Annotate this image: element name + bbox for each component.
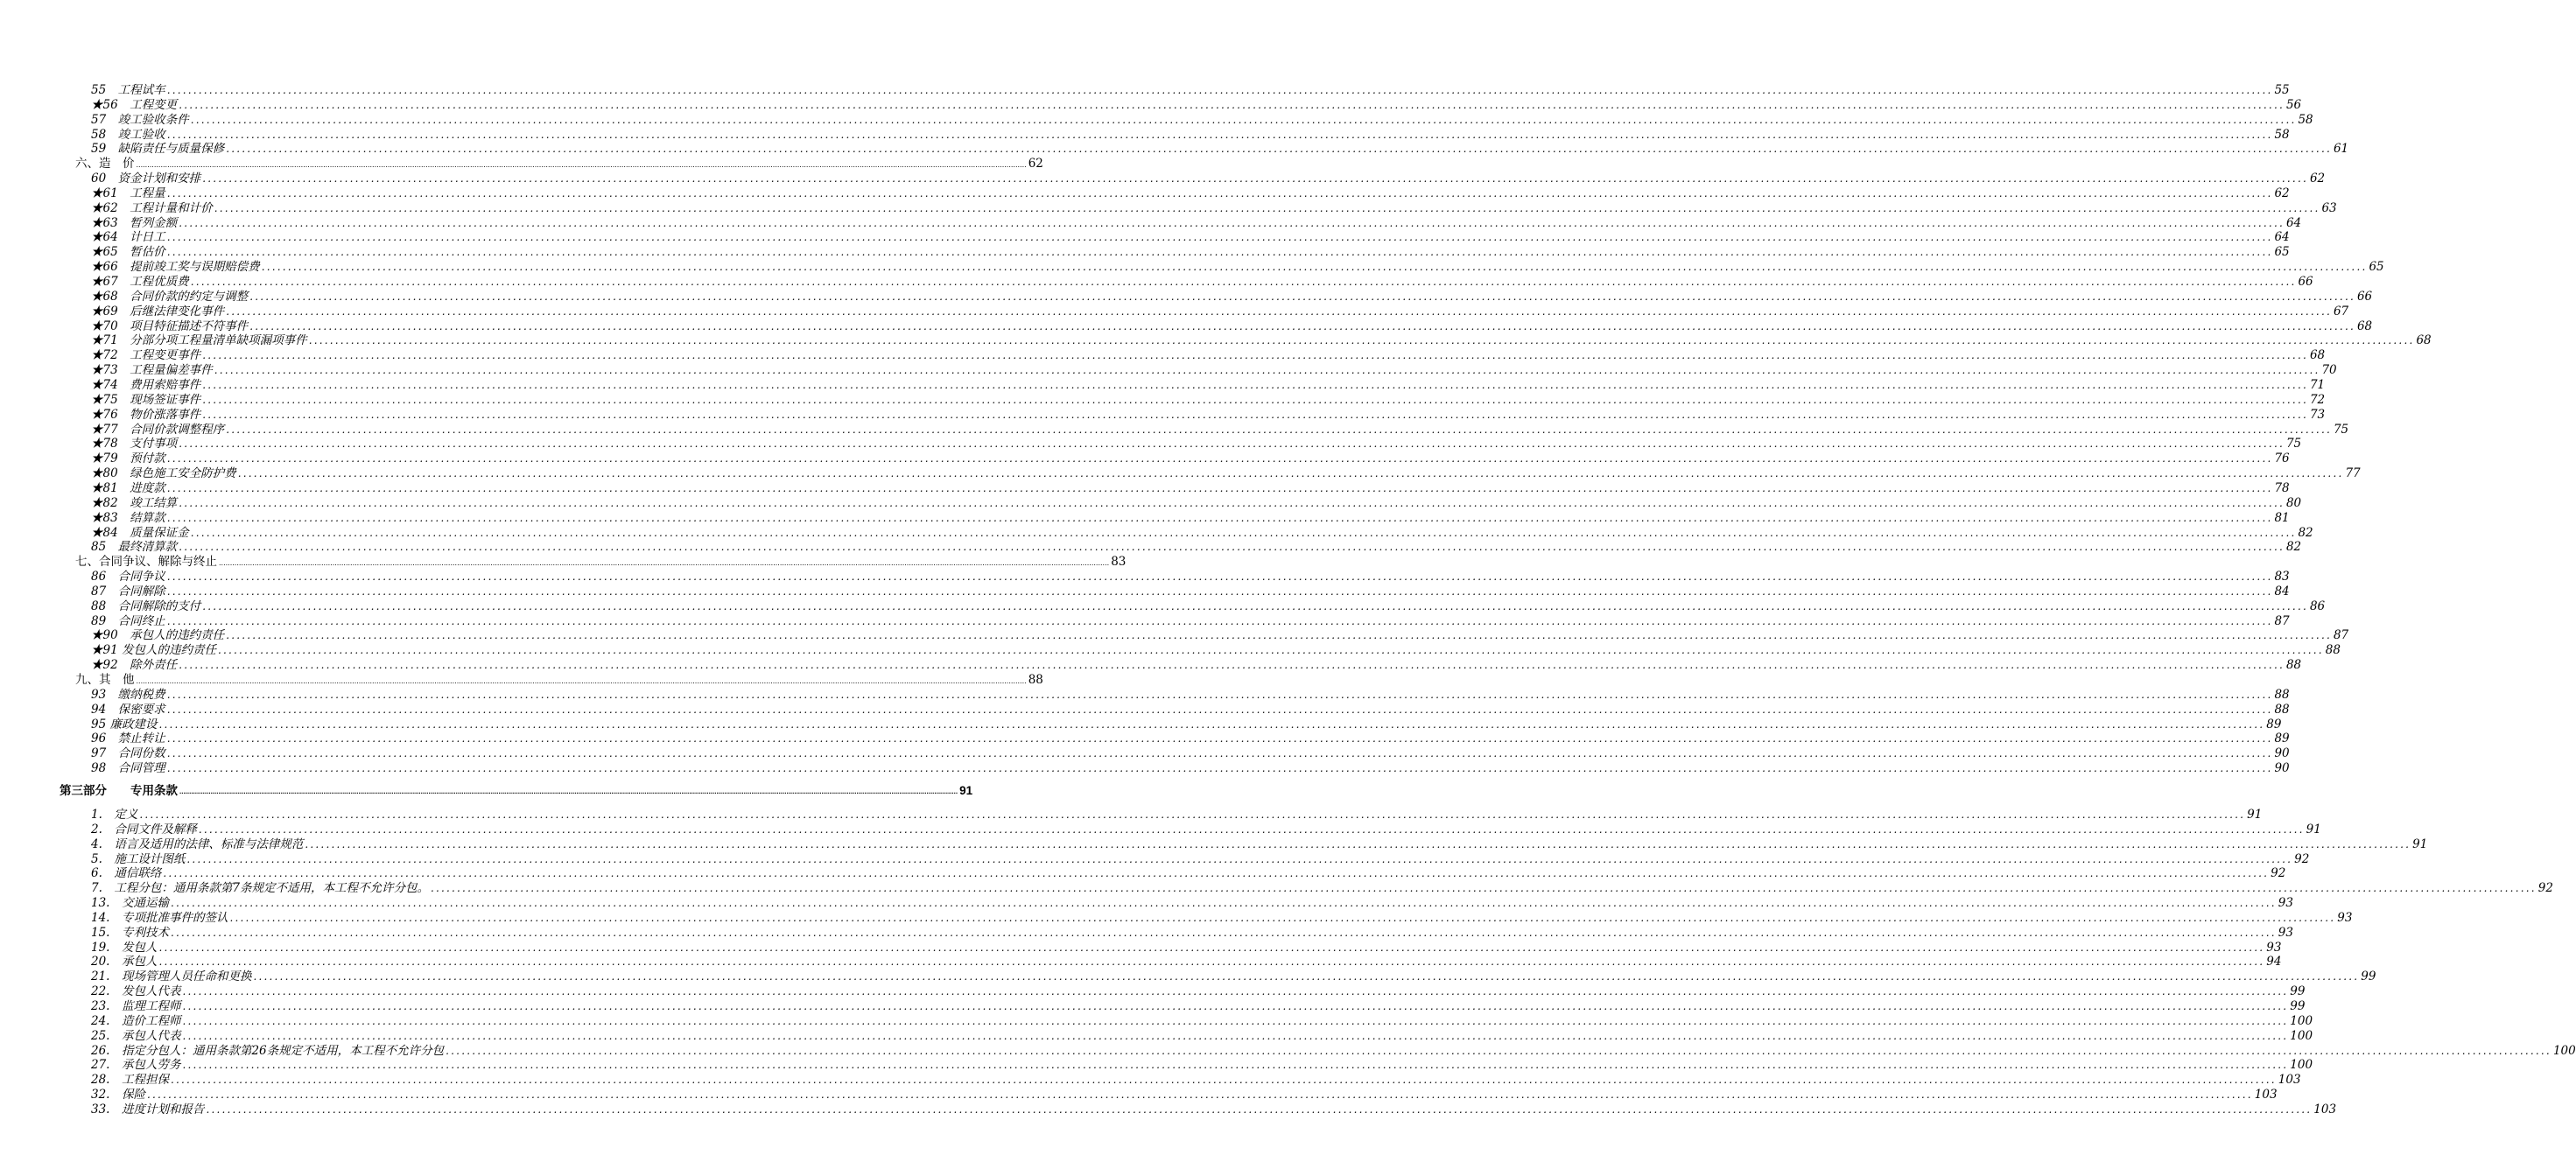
toc-label: 89 合同终止 bbox=[91, 614, 165, 628]
toc-section[interactable] bbox=[75, 157, 1043, 172]
toc-entry[interactable] bbox=[91, 142, 2349, 157]
toc-page-number: 86 bbox=[2309, 599, 2326, 613]
toc-label: ★81 进度款 bbox=[91, 481, 165, 495]
toc-page-number: 63 bbox=[2321, 201, 2337, 215]
toc-page-number: 81 bbox=[2274, 511, 2290, 525]
toc-entry[interactable] bbox=[91, 718, 2282, 732]
toc-label: 60 资金计划和安排 bbox=[91, 172, 201, 186]
dot-leader: ................................................................................................................................................................................................................................................................................................................................................................................................................ bbox=[214, 202, 2320, 214]
toc-entry[interactable] bbox=[91, 363, 2337, 378]
toc-page-number: 90 bbox=[2274, 746, 2290, 760]
toc-entry[interactable] bbox=[91, 999, 2306, 1014]
dot-leader: ................................................................................................................................................................................................................................................................................................................................................................................................................ bbox=[182, 1015, 2289, 1027]
toc-page-number: 68 bbox=[2416, 333, 2432, 347]
toc-page-number: 92 bbox=[2537, 881, 2553, 895]
toc-label: ★78 支付事项 bbox=[91, 437, 178, 451]
toc-label: 87 合同解除 bbox=[91, 584, 165, 598]
toc-section[interactable] bbox=[75, 673, 1043, 688]
toc-page-number: 103 bbox=[2278, 1073, 2301, 1087]
dot-leader: ................................................................................................................................................................................................................................................................................................................................................................................................................ bbox=[202, 349, 2308, 361]
toc-label: 85 最终清算款 bbox=[91, 540, 178, 554]
toc-page-number: 82 bbox=[2285, 540, 2302, 554]
toc-page-number: 91 bbox=[959, 784, 973, 797]
toc-page-number: 103 bbox=[2254, 1088, 2278, 1102]
toc-entry[interactable] bbox=[91, 481, 2290, 496]
dot-leader: ................................................................................................................................................................................................................................................................................................................................................................................................................ bbox=[182, 1000, 2289, 1012]
toc-label: 58 竣工验收 bbox=[91, 128, 165, 142]
toc-entry[interactable] bbox=[91, 584, 2290, 599]
toc-label: 57 竣工验收条件 bbox=[91, 113, 189, 127]
toc-page-number: 83 bbox=[2274, 570, 2290, 584]
toc-entry[interactable] bbox=[91, 98, 2302, 113]
toc-page-number: 88 bbox=[2285, 658, 2302, 672]
toc-label: ★72 工程变更事件 bbox=[91, 348, 201, 362]
toc-entry[interactable] bbox=[91, 1014, 2313, 1029]
dot-leader: ................................................................................................................................................................................................................................................................................................................................................................................................................ bbox=[186, 853, 2293, 865]
toc-label: 1. 定义 bbox=[91, 808, 138, 822]
toc-entry[interactable] bbox=[91, 230, 2290, 245]
toc-label: 32. 保险 bbox=[91, 1088, 145, 1102]
dot-leader: ................................................................................................................................................................................................................................................................................................................................................................................................................ bbox=[182, 1030, 2289, 1042]
toc-entry[interactable] bbox=[91, 570, 2290, 584]
dot-leader: ................................................................................................................................................................................................................................................................................................................................................................................................................ bbox=[158, 956, 2265, 968]
dot-leader: ................................................................................................................................................................................................................................................................................................................................................................................................................ bbox=[166, 452, 2273, 465]
toc-entry[interactable] bbox=[91, 866, 2286, 881]
toc-page-number: 67 bbox=[2333, 304, 2349, 318]
toc-label: ★74 费用索赔事件 bbox=[91, 378, 201, 392]
toc-page-number: 99 bbox=[2290, 984, 2306, 998]
toc-label: ★68 合同价款的约定与调整 bbox=[91, 290, 249, 304]
toc-page-number: 90 bbox=[2274, 761, 2290, 775]
dot-leader: ................................................................................................................................................................................................................................................................................................................................................................................................................ bbox=[166, 570, 2273, 583]
toc-label: ★73 工程量偏差事件 bbox=[91, 363, 213, 377]
toc-page-number: 66 bbox=[2356, 290, 2373, 304]
dot-leader: ................................................................................................................................................................................................................................................................................................................................................................................................................ bbox=[166, 732, 2273, 745]
toc-page-number: 93 bbox=[2278, 926, 2293, 940]
toc-label: 21. 现场管理人员任命和更换 bbox=[91, 970, 252, 984]
toc-entry[interactable] bbox=[91, 526, 2313, 541]
toc-label: 94 保密要求 bbox=[91, 703, 165, 717]
dot-leader: ................................................................................................................................................................................................................................................................................................................................................................................................................ bbox=[206, 1103, 2313, 1116]
toc-label: ★77 合同价款调整程序 bbox=[91, 423, 225, 437]
toc-label: 19. 发包人 bbox=[91, 941, 158, 955]
toc-label: ★83 结算款 bbox=[91, 511, 165, 525]
toc-entry[interactable] bbox=[91, 837, 2428, 852]
toc-label: 5. 施工设计图纸 bbox=[91, 852, 186, 866]
dot-leader: ................................................................................................................................................................................................................................................................................................................................................................................................................ bbox=[261, 261, 2368, 273]
toc-entry[interactable] bbox=[91, 319, 2373, 334]
toc-label: ★61 工程量 bbox=[91, 186, 165, 200]
dot-leader: ................................................................................................................................................................................................................................................................................................................................................................................................................ bbox=[170, 1074, 2277, 1086]
toc-label: ★63 暂列金额 bbox=[91, 216, 178, 230]
dot-leader: ................................................................................................................................................................................................................................................................................................................................................................................................................ bbox=[166, 747, 2273, 760]
toc-page-number: 78 bbox=[2274, 481, 2290, 495]
dot-leader: ................................................................................................................................................................................................................................................................................................................................................................................................................ bbox=[226, 305, 2332, 318]
toc-entry[interactable] bbox=[91, 643, 2341, 658]
toc-page-number: 89 bbox=[2274, 732, 2290, 746]
toc-label: ★67 工程优质费 bbox=[91, 275, 189, 289]
dot-leader: ................................................................................................................................................................................................................................................................................................................................................................................................................ bbox=[179, 497, 2285, 509]
dot-leader: ................................................................................................................................................................................................................................................................................................................................................................................................................ bbox=[170, 927, 2277, 939]
toc-section[interactable] bbox=[75, 555, 1127, 570]
toc-entry[interactable] bbox=[91, 496, 2302, 511]
toc-entry[interactable] bbox=[91, 275, 2313, 290]
dot-leader: ................................................................................................................................................................................................................................................................................................................................................................................................................ bbox=[166, 689, 2273, 701]
toc-label: 93 缴纳税费 bbox=[91, 688, 165, 702]
toc-label: 55 工程试车 bbox=[91, 83, 165, 97]
toc-label: 4. 语言及适用的法律、标准与法律规范 bbox=[91, 837, 304, 851]
toc-entry[interactable] bbox=[91, 761, 2290, 776]
dot-leader: ................................................................................................................................................................................................................................................................................................................................................................................................................ bbox=[202, 409, 2308, 421]
toc-page-number: 92 bbox=[2271, 866, 2286, 880]
toc-page-number: 84 bbox=[2274, 584, 2290, 598]
dot-leader: ................................................................................................................................................................................................................................................................................................................................................................................................................ bbox=[166, 231, 2273, 243]
toc-label: 33. 进度计划和报告 bbox=[91, 1102, 205, 1116]
toc-entry[interactable] bbox=[91, 333, 2432, 348]
toc-label: ★84 质量保证金 bbox=[91, 526, 189, 540]
toc-page-number: 73 bbox=[2309, 408, 2326, 422]
toc-label: 98 合同管理 bbox=[91, 761, 165, 775]
toc-label: 95 廉政建设 bbox=[91, 718, 158, 732]
toc-entry[interactable] bbox=[91, 703, 2290, 718]
toc-label: 26. 指定分包人：通用条款第26条规定不适用，本工程不允许分包 bbox=[91, 1044, 445, 1058]
toc-page-number: 64 bbox=[2274, 230, 2290, 244]
toc-entry[interactable] bbox=[91, 955, 2282, 970]
toc-entry[interactable] bbox=[91, 201, 2337, 216]
dot-leader: ................................................................................................................................................................................................................................................................................................................................................................................................................ bbox=[249, 290, 2355, 303]
dot-leader: ................................................................................................................................................................................................................................................................................................................................................................................................................ bbox=[202, 600, 2308, 612]
toc-page-number: 72 bbox=[2309, 393, 2326, 407]
toc-page-number: 65 bbox=[2274, 245, 2290, 259]
dot-leader: ................................................................................................................................................................................................................................................................................................................................................................................................................ bbox=[202, 172, 2308, 185]
dot-leader: ................................................................................................................................................................................................................................................................................................................................................................................................................ bbox=[190, 114, 2297, 126]
toc-entry[interactable] bbox=[91, 260, 2384, 275]
toc-label: 22. 发包人代表 bbox=[91, 984, 181, 998]
toc-entry[interactable] bbox=[91, 599, 2326, 614]
toc-entry[interactable] bbox=[91, 466, 2361, 481]
dot-leader: ................................................................................................................................................................................................................................................................................................................................................................................................................ bbox=[182, 985, 2289, 998]
dot-leader: ................................................................................................................................................................................................................................................................................................................................................................................................................ bbox=[202, 394, 2308, 406]
toc-page-number: 103 bbox=[2313, 1102, 2337, 1116]
toc-entry[interactable] bbox=[91, 941, 2282, 956]
dot-leader: ................................................................................................................................................................................................................................................................................................................................................................................................................ bbox=[202, 379, 2308, 391]
toc-entry[interactable] bbox=[91, 628, 2349, 643]
toc-page-number: 64 bbox=[2285, 216, 2302, 230]
dot-leader: ................................................................................................................................................................................................................................................................................................................................................................................................................ bbox=[170, 897, 2277, 909]
toc-page-number: 93 bbox=[2337, 911, 2353, 925]
toc-page-number: 80 bbox=[2285, 496, 2302, 510]
toc-page-number: 71 bbox=[2309, 378, 2326, 392]
dot-leader: ................................................................................................................................................................................................................................................................................................................................................................................................................ bbox=[166, 615, 2273, 627]
toc-entry[interactable] bbox=[91, 423, 2349, 438]
toc-label: ★69 后继法律变化事件 bbox=[91, 304, 225, 318]
toc-page-number: 66 bbox=[2298, 275, 2313, 289]
toc-label: ★90 承包人的违约责任 bbox=[91, 628, 225, 642]
toc-label: ★65 暂估价 bbox=[91, 245, 165, 259]
toc-entry[interactable] bbox=[91, 911, 2353, 926]
dot-leader: ................................................................................................................................................................................................................................................................................................................................................................................................................ bbox=[190, 527, 2297, 539]
dot-leader: ................................................................................................................................................................................................................................................................................................................................................................................................................ bbox=[158, 942, 2265, 954]
dot-leader: ................................................................................................................................................................................................................................................................................................................................................................................................................ bbox=[166, 585, 2273, 598]
toc-label: 15. 专利技术 bbox=[91, 926, 169, 940]
dot-leader: ................................................................................................................................................................................................................................................................................................................................................................................................................ bbox=[182, 1059, 2289, 1071]
toc-label: 23. 监理工程师 bbox=[91, 999, 181, 1013]
toc-entry[interactable] bbox=[91, 1102, 2337, 1117]
toc-entry[interactable] bbox=[91, 378, 2326, 393]
toc-page-number: 65 bbox=[2369, 260, 2384, 274]
toc-label: ★92 除外责任 bbox=[91, 658, 178, 672]
dot-leader: ................................................................................................................................................................................................................................................................................................................................................................................................................ bbox=[179, 788, 958, 795]
toc-entry[interactable] bbox=[91, 896, 2293, 911]
dot-leader: ................................................................................................................................................................................................................................................................................................................................................................................................................ bbox=[166, 187, 2273, 200]
toc-page-number: 62 bbox=[1028, 157, 1043, 171]
toc-label: 6. 通信联络 bbox=[91, 866, 162, 880]
dot-leader: ................................................................................................................................................................................................................................................................................................................................................................................................................ bbox=[163, 867, 2270, 879]
toc-entry[interactable] bbox=[91, 304, 2349, 319]
toc-page-number: 91 bbox=[2247, 808, 2263, 822]
toc-page-number: 88 bbox=[1028, 673, 1043, 687]
toc-label: 7. 工程分包：通用条款第7条规定不适用，本工程不允许分包。 bbox=[91, 881, 429, 895]
toc-page-number: 93 bbox=[2278, 896, 2293, 910]
toc-page-number: 56 bbox=[2285, 98, 2302, 112]
toc-label: 2. 合同文件及解释 bbox=[91, 822, 197, 836]
toc-page-number: 68 bbox=[2309, 348, 2326, 362]
toc-entry[interactable] bbox=[91, 83, 2290, 98]
toc-entry[interactable] bbox=[91, 1029, 2313, 1044]
toc-entry[interactable] bbox=[91, 245, 2290, 260]
toc-page-number: 87 bbox=[2274, 614, 2290, 628]
toc-label: 13. 交通运输 bbox=[91, 896, 169, 910]
toc-page-number: 70 bbox=[2321, 363, 2337, 377]
toc-entry[interactable] bbox=[91, 186, 2290, 201]
dot-leader: ................................................................................................................................................................................................................................................................................................................................................................................................................ bbox=[166, 762, 2273, 774]
dot-leader: ................................................................................................................................................................................................................................................................................................................................................................................................................ bbox=[430, 882, 2537, 894]
toc-entry[interactable] bbox=[91, 452, 2290, 466]
toc-page-number: 61 bbox=[2333, 142, 2349, 156]
toc-page-number: 99 bbox=[2361, 970, 2376, 984]
toc-label: 59 缺陷责任与质量保修 bbox=[91, 142, 225, 156]
toc-entry[interactable] bbox=[91, 172, 2326, 186]
toc-page-number: 58 bbox=[2274, 128, 2290, 142]
toc-label: ★71 分部分项工程量清单缺项漏项事件 bbox=[91, 333, 307, 347]
toc-label: ★75 现场签证事件 bbox=[91, 393, 201, 407]
toc-page-number: 68 bbox=[2356, 319, 2373, 333]
toc-label: ★66 提前竣工奖与误期赔偿费 bbox=[91, 260, 260, 274]
toc-label: 96 禁止转让 bbox=[91, 732, 165, 746]
dot-leader: ................................................................................................................................................................................................................................................................................................................................................................................................................ bbox=[139, 808, 2246, 821]
dot-leader: ................................................................................................................................................................................................................................................................................................................................................................................................................ bbox=[214, 364, 2320, 376]
dot-leader: ................................................................................................................................................................................................................................................................................................................................................................................................................ bbox=[158, 718, 2265, 731]
toc-page-number: 62 bbox=[2309, 172, 2326, 186]
toc-page-number: 100 bbox=[2290, 1014, 2313, 1028]
toc-page-number: 92 bbox=[2294, 852, 2310, 866]
toc-page-number: 75 bbox=[2333, 423, 2349, 437]
dot-leader: ................................................................................................................................................................................................................................................................................................................................................................................................................ bbox=[166, 129, 2273, 141]
toc-entry[interactable] bbox=[91, 614, 2290, 629]
dot-leader: ................................................................................................................................................................................................................................................................................................................................................................................................................ bbox=[179, 541, 2285, 553]
toc-page-number: 87 bbox=[2333, 628, 2349, 642]
toc-entry[interactable] bbox=[91, 970, 2376, 984]
toc-entry[interactable] bbox=[91, 540, 2302, 555]
toc-entry[interactable] bbox=[91, 1073, 2301, 1088]
toc-page-number: 83 bbox=[1111, 555, 1127, 569]
toc-label: ★70 项目特征描述不符事件 bbox=[91, 319, 249, 333]
toc-entry[interactable] bbox=[91, 393, 2326, 408]
toc-label: 86 合同争议 bbox=[91, 570, 165, 584]
toc-label: 第三部分 专用条款 bbox=[60, 784, 178, 797]
toc-page-number: 76 bbox=[2274, 452, 2290, 466]
dot-leader: ................................................................................................................................................................................................................................................................................................................................................................................................................ bbox=[190, 276, 2297, 288]
toc-entry[interactable] bbox=[91, 1044, 2576, 1059]
toc-page-number: 91 bbox=[2412, 837, 2428, 851]
toc-label: 24. 造价工程师 bbox=[91, 1014, 181, 1028]
toc-entry[interactable] bbox=[91, 348, 2326, 363]
toc-label: ★56 工程变更 bbox=[91, 98, 178, 112]
toc-page-number: 58 bbox=[2298, 113, 2313, 127]
toc-label: 25. 承包人代表 bbox=[91, 1029, 181, 1043]
toc-entry[interactable] bbox=[91, 113, 2313, 128]
dot-leader: ................................................................................................................................................................................................................................................................................................................................................................................................................ bbox=[219, 559, 1110, 567]
toc-page-number: 100 bbox=[2552, 1044, 2576, 1058]
toc-label: 97 合同份数 bbox=[91, 746, 165, 760]
toc-page-number: 88 bbox=[2274, 688, 2290, 702]
toc-label: ★80 绿色施工安全防护费 bbox=[91, 466, 236, 480]
dot-leader: ................................................................................................................................................................................................................................................................................................................................................................................................................ bbox=[136, 677, 1027, 685]
toc-entry[interactable] bbox=[91, 852, 2310, 867]
toc-page-number: 100 bbox=[2290, 1029, 2313, 1043]
toc-entry[interactable] bbox=[91, 926, 2293, 941]
dot-leader: ................................................................................................................................................................................................................................................................................................................................................................................................................ bbox=[146, 1088, 2253, 1101]
toc-entry[interactable] bbox=[91, 746, 2290, 761]
toc-page-number: 99 bbox=[2290, 999, 2306, 1013]
toc-label: 20. 承包人 bbox=[91, 955, 158, 969]
toc-page-number: 88 bbox=[2274, 703, 2290, 717]
toc-label: ★62 工程计量和计价 bbox=[91, 201, 213, 215]
toc-entry[interactable] bbox=[91, 1058, 2313, 1073]
toc-label: ★79 预付款 bbox=[91, 452, 165, 466]
dot-leader: ................................................................................................................................................................................................................................................................................................................................................................................................................ bbox=[136, 161, 1027, 169]
toc-entry[interactable] bbox=[91, 1088, 2278, 1102]
toc-label: 七、合同争议、解除与终止 bbox=[75, 555, 217, 569]
dot-leader: ................................................................................................................................................................................................................................................................................................................................................................................................................ bbox=[249, 320, 2355, 332]
toc-part-heading[interactable] bbox=[60, 783, 973, 798]
toc-entry[interactable] bbox=[91, 808, 2263, 822]
toc-label: ★64 计日工 bbox=[91, 230, 165, 244]
toc-label: 88 合同解除的支付 bbox=[91, 599, 201, 613]
dot-leader: ................................................................................................................................................................................................................................................................................................................................................................................................................ bbox=[226, 424, 2332, 436]
toc-entry[interactable] bbox=[91, 290, 2373, 304]
dot-leader: ................................................................................................................................................................................................................................................................................................................................................................................................................ bbox=[226, 143, 2332, 155]
toc-label: 九、其 他 bbox=[75, 673, 135, 687]
toc-entry[interactable] bbox=[91, 408, 2326, 423]
toc-label: ★76 物价涨落事件 bbox=[91, 408, 201, 422]
toc-page-number: 91 bbox=[2306, 822, 2321, 836]
dot-leader: ................................................................................................................................................................................................................................................................................................................................................................................................................ bbox=[305, 838, 2411, 850]
toc-label: ★82 竣工结算 bbox=[91, 496, 178, 510]
dot-leader: ................................................................................................................................................................................................................................................................................................................................................................................................................ bbox=[179, 659, 2285, 671]
toc-entry[interactable] bbox=[91, 881, 2553, 896]
dot-leader: ................................................................................................................................................................................................................................................................................................................................................................................................................ bbox=[446, 1045, 2551, 1057]
dot-leader: ................................................................................................................................................................................................................................................................................................................................................................................................................ bbox=[179, 217, 2285, 229]
dot-leader: ................................................................................................................................................................................................................................................................................................................................................................................................................ bbox=[198, 823, 2305, 836]
toc-label: 14. 专项批准事件的签认 bbox=[91, 911, 228, 925]
toc-page-number: 100 bbox=[2290, 1058, 2313, 1072]
dot-leader: ................................................................................................................................................................................................................................................................................................................................................................................................................ bbox=[253, 970, 2360, 983]
dot-leader: ................................................................................................................................................................................................................................................................................................................................................................................................................ bbox=[217, 644, 2324, 656]
toc-label: 27. 承包人劳务 bbox=[91, 1058, 181, 1072]
toc-entry[interactable] bbox=[91, 128, 2290, 143]
toc-label: ★91 发包人的违约责任 bbox=[91, 643, 216, 657]
toc-entry[interactable] bbox=[91, 984, 2306, 999]
toc-page-number: 62 bbox=[2274, 186, 2290, 200]
toc-page-number: 89 bbox=[2266, 718, 2282, 732]
dot-leader: ................................................................................................................................................................................................................................................................................................................................................................................................................ bbox=[237, 467, 2344, 480]
dot-leader: ................................................................................................................................................................................................................................................................................................................................................................................................................ bbox=[179, 438, 2285, 450]
toc-entry[interactable] bbox=[91, 688, 2290, 703]
dot-leader: ................................................................................................................................................................................................................................................................................................................................................................................................................ bbox=[179, 99, 2285, 111]
toc-entry[interactable] bbox=[91, 822, 2321, 837]
dot-leader: ................................................................................................................................................................................................................................................................................................................................................................................................................ bbox=[166, 512, 2273, 524]
toc-entry[interactable] bbox=[91, 658, 2302, 673]
dot-leader: ................................................................................................................................................................................................................................................................................................................................................................................................................ bbox=[166, 704, 2273, 716]
dot-leader: ................................................................................................................................................................................................................................................................................................................................................................................................................ bbox=[166, 482, 2273, 494]
toc-page-number: 94 bbox=[2266, 955, 2282, 969]
dot-leader: ................................................................................................................................................................................................................................................................................................................................................................................................................ bbox=[308, 334, 2415, 346]
toc-page-number: 82 bbox=[2298, 526, 2313, 540]
toc-page-number: 77 bbox=[2345, 466, 2361, 480]
dot-leader: ................................................................................................................................................................................................................................................................................................................................................................................................................ bbox=[229, 912, 2336, 924]
toc-entry[interactable] bbox=[91, 732, 2290, 746]
toc-page-number: 88 bbox=[2325, 643, 2341, 657]
toc-page-number: 93 bbox=[2266, 941, 2282, 955]
dot-leader: ................................................................................................................................................................................................................................................................................................................................................................................................................ bbox=[166, 84, 2273, 96]
dot-leader: ................................................................................................................................................................................................................................................................................................................................................................................................................ bbox=[166, 246, 2273, 258]
toc-entry[interactable] bbox=[91, 216, 2302, 231]
toc-entry[interactable] bbox=[91, 511, 2290, 526]
toc-entry[interactable] bbox=[91, 437, 2302, 452]
toc-label: 六、造 价 bbox=[75, 157, 135, 171]
dot-leader: ................................................................................................................................................................................................................................................................................................................................................................................................................ bbox=[226, 629, 2332, 641]
toc-page-number: 55 bbox=[2274, 83, 2290, 97]
toc-label: 28. 工程担保 bbox=[91, 1073, 169, 1087]
toc-page-number: 75 bbox=[2285, 437, 2302, 451]
